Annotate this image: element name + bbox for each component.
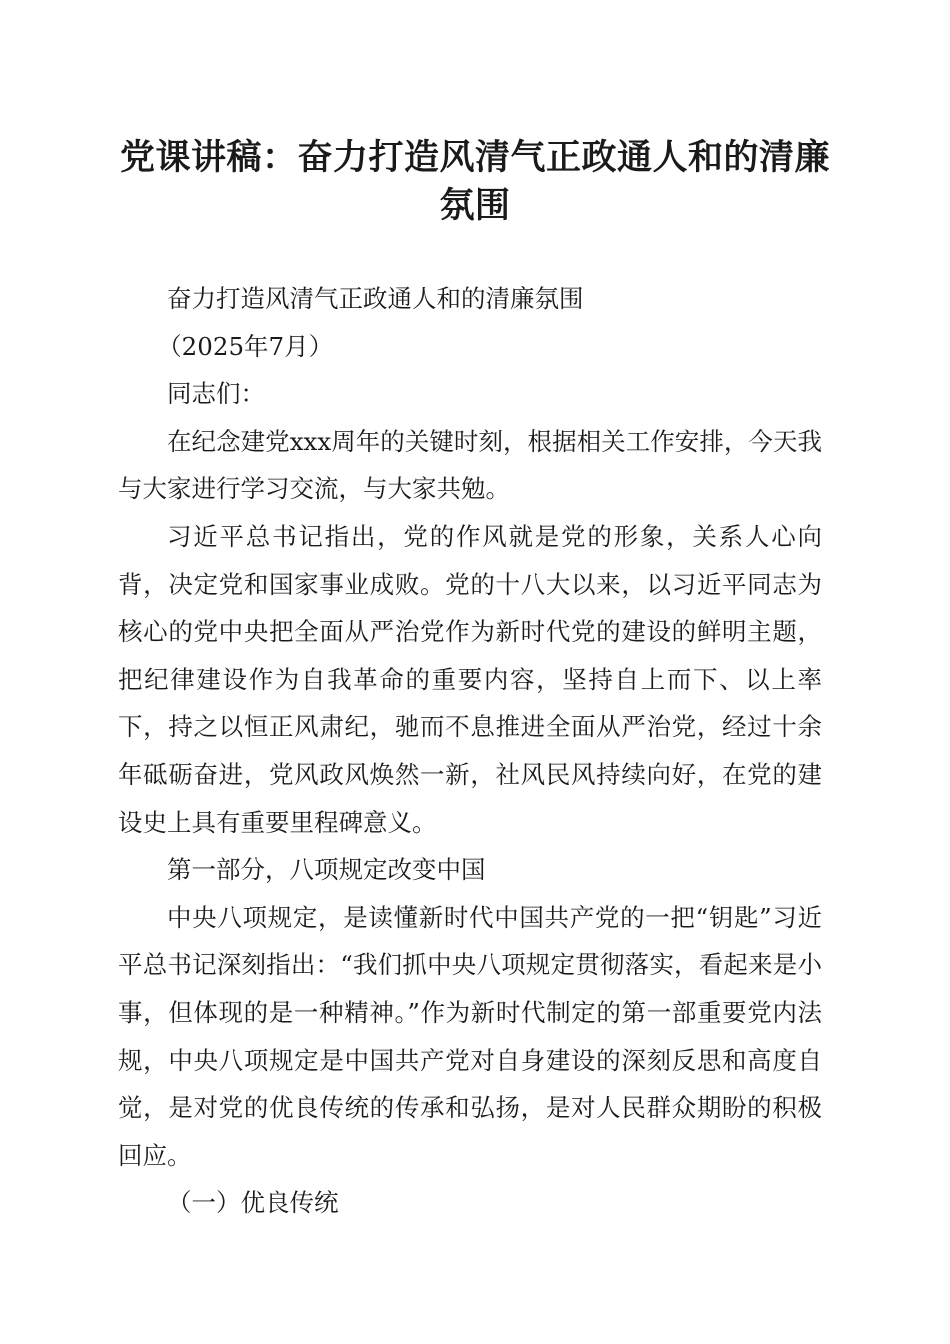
document-body — [118, 275, 822, 1227]
salutation: 同志们： — [167, 379, 265, 409]
document-subtitle: 奋力打造风清气正政通人和的清廉氛围 — [167, 284, 584, 313]
paragraph-section-one: 中央八项规定，是读懂新时代中国共产党的一把“钥匙”习近平总书记深刻指出：“我们抓中央八项规定贯彻落实，看起来是小事，但体现的是一种精神。”作为新时代制定的第一部重要党内法规，中央八项规定是中国共产党对自身建设的深刻反思和高度自觉，是对党的优良传统的传承和弘扬，是对人民群众期盼的积极回应。 — [118, 902, 822, 1170]
paragraph-opening: 在纪念建党xxx周年的关键时刻，根据相关工作安排，今天我与大家进行学习交流，与大家共勉。 — [118, 426, 822, 504]
document-title: 党课讲稿：奋力打造风清气正政通人和的清廉氛围 — [119, 137, 830, 226]
paragraph-intro: 习近平总书记指出，党的作风就是党的形象，关系人心向背，决定党和国家事业成败。党的十八大以来，以习近平同志为核心的党中央把全面从严治党作为新时代党的建设的鲜明主题，把纪律建设作为自我革命的重要内容，坚持自上而下、以上率下，持之以恒正风肃纪，驰而不息推进全面从严治党，经过十余年砥砺奋进，党风政风焕然一新，社风民风持续向好，在党的建设史上具有重要里程碑意义。 — [118, 521, 822, 837]
sub-heading: （一）优良传统 — [167, 1188, 339, 1218]
section-heading: 第一部分，八项规定改变中国 — [167, 855, 486, 885]
document-date: （2025年7月） — [157, 331, 334, 361]
